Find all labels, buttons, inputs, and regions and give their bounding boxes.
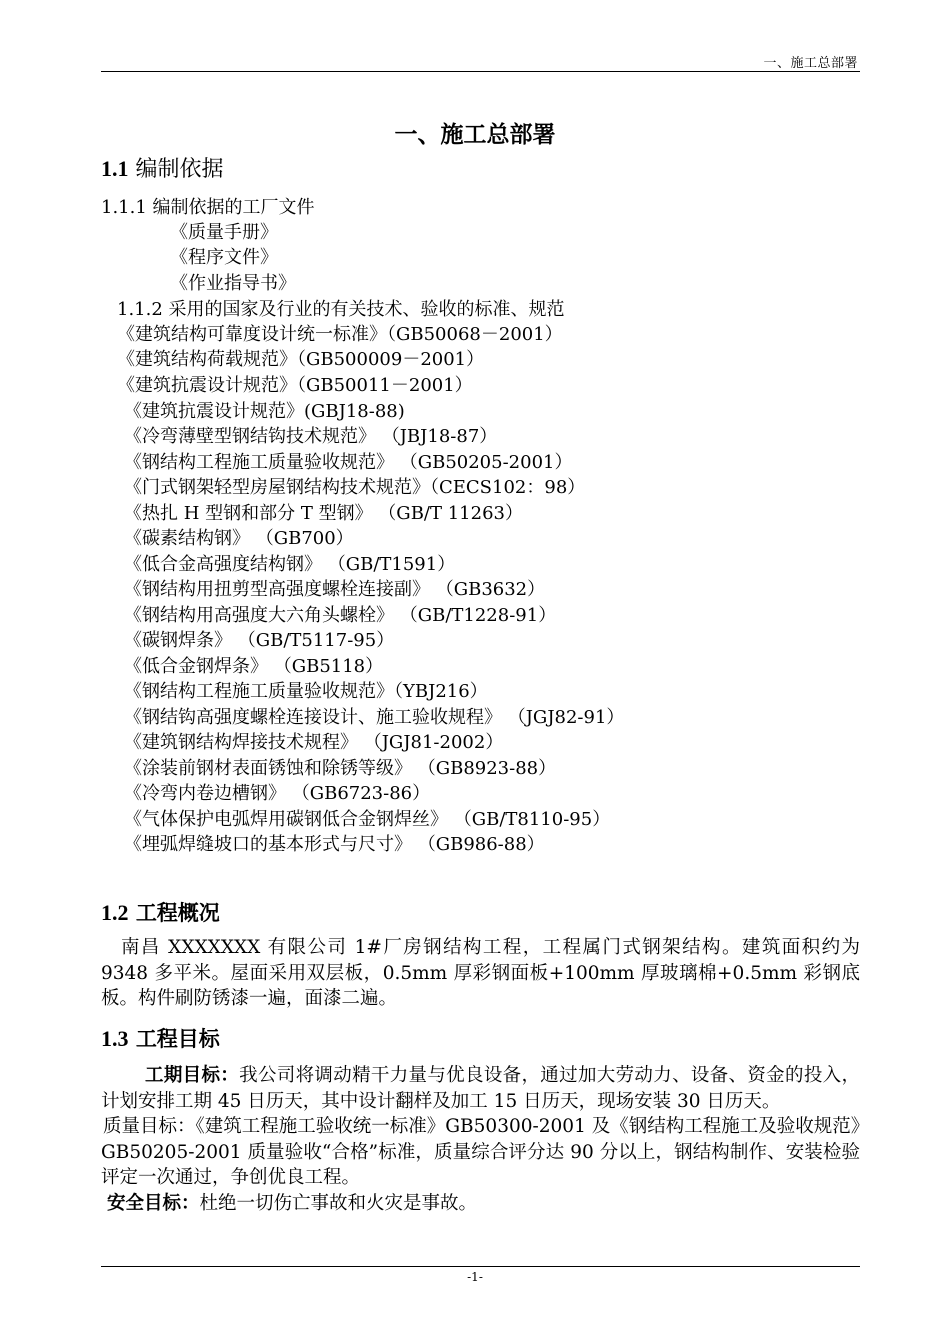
- quality-goal-text: 《建筑工程施工验收统一标准》GB50300-2001 及《钢结构工程施工及验收规范》GB50205-2001 质量验收“合格”标准，质量综合评分达 90 分以上，钢结构制作、安装检验评定一次通过，争创优良工程。: [101, 1116, 860, 1188]
- list-item: 《钢结构用高强度大六角头螺栓》 （GB/T1228-91）: [124, 605, 557, 626]
- section-heading-1-3: 1.3 工程目标: [101, 1026, 220, 1051]
- list-item: 《质量手册》: [170, 222, 278, 243]
- list-item: 《建筑结构可靠度设计统一标准》（GB50068－2001）: [117, 324, 563, 345]
- safety-goal: [101, 1191, 860, 1217]
- list-item: 《程序文件》: [170, 247, 278, 268]
- list-item: 《气体保护电弧焊用碳钢低合金钢焊丝》 （GB/T8110-95）: [124, 809, 611, 830]
- list-item: 《钢结钩高强度螺栓连接设计、施工验收规程》 （JGJ82-91）: [124, 707, 625, 728]
- running-header-title: 一、施工总部署: [763, 56, 858, 71]
- list-item: 《冷弯内卷边槽钢》 （GB6723-86）: [124, 783, 431, 804]
- list-item: 《钢结构工程施工质量验收规范》 （GB50205-2001）: [124, 452, 573, 473]
- document-title: 一、施工总部署: [394, 122, 556, 148]
- project-overview-text: 南昌 XXXXXXX 有限公司 1#厂房钢结构工程，工程属门式钢架结构。建筑面积约为 9348 多平米。屋面采用双层板，0.5mm 厚彩钢面板+100mm 厚玻璃棉+0.5mm 彩钢底板。构件刷防锈漆一遍，面漆二遍。: [101, 937, 861, 1009]
- list-item: 《冷弯薄壁型钢结钩技术规范》 （JBJ18-87）: [124, 426, 498, 447]
- schedule-goal-label: 工期目标：: [145, 1065, 240, 1086]
- quality-goal-label: 质量目标：: [103, 1116, 196, 1137]
- safety-goal-label: 安全目标：: [107, 1192, 200, 1214]
- subsection-1-1-2: 1.1.2 采用的国家及行业的有关技术、验收的标准、规范: [117, 299, 565, 320]
- project-goals: [101, 1063, 860, 1216]
- page-number: -1-: [467, 1270, 483, 1284]
- list-item: 《钢结构工程施工质量验收规范》（YBJ216）: [124, 681, 488, 702]
- project-overview-paragraph: [101, 935, 860, 1012]
- quality-goal: [101, 1114, 860, 1191]
- list-item: 《低合金高强度结构钢》 （GB/T1591）: [124, 554, 456, 575]
- list-item: 《作业指导书》: [170, 273, 296, 294]
- list-item: 《门式钢架轻型房屋钢结构技术规范》（CECS102：98）: [124, 477, 586, 498]
- footer-divider: [101, 1266, 860, 1267]
- section-heading-1-1: 1.1 编制依据: [101, 156, 224, 182]
- list-item: 《钢结构用扭剪型高强度螺栓连接副》 （GB3632）: [124, 579, 546, 600]
- list-item: 《建筑钢结构焊接技术规程》 （JGJ81-2002）: [124, 732, 504, 753]
- list-item: 《建筑抗震设计规范》(GBJ18-88): [124, 401, 405, 422]
- schedule-goal-text: 我公司将调动精干力量与优良设备，通过加大劳动力、设备、资金的投入，计划安排工期 45 日历天，其中设计翻样及加工 15 日历天，现场安装 30 日历天。: [101, 1065, 860, 1112]
- schedule-goal: [101, 1063, 860, 1114]
- safety-goal-text: 杜绝一切伤亡事故和火灾是事故。: [199, 1192, 478, 1214]
- section-heading-1-2: 1.2 工程概况: [101, 900, 220, 925]
- list-item: 《建筑结构荷载规范》（GB500009－2001）: [117, 349, 485, 370]
- list-item: 《低合金钢焊条》 （GB5118）: [124, 656, 384, 677]
- list-item: 《碳素结构钢》 （GB700）: [124, 528, 354, 549]
- list-item: 《热扎 H 型钢和部分 T 型钢》 （GB/T 11263）: [124, 503, 523, 524]
- list-item: 《建筑抗震设计规范》（GB50011－2001）: [117, 375, 473, 396]
- subsection-1-1-1: 1.1.1 编制依据的工厂文件: [101, 197, 315, 218]
- list-item: 《碳钢焊条》 （GB/T5117-95）: [124, 630, 395, 651]
- header-divider: [101, 71, 860, 72]
- list-item: 《涂装前钢材表面锈蚀和除锈等级》 （GB8923-88）: [124, 758, 557, 779]
- list-item: 《埋弧焊缝坡口的基本形式与尺寸》 （GB986-88）: [124, 834, 545, 855]
